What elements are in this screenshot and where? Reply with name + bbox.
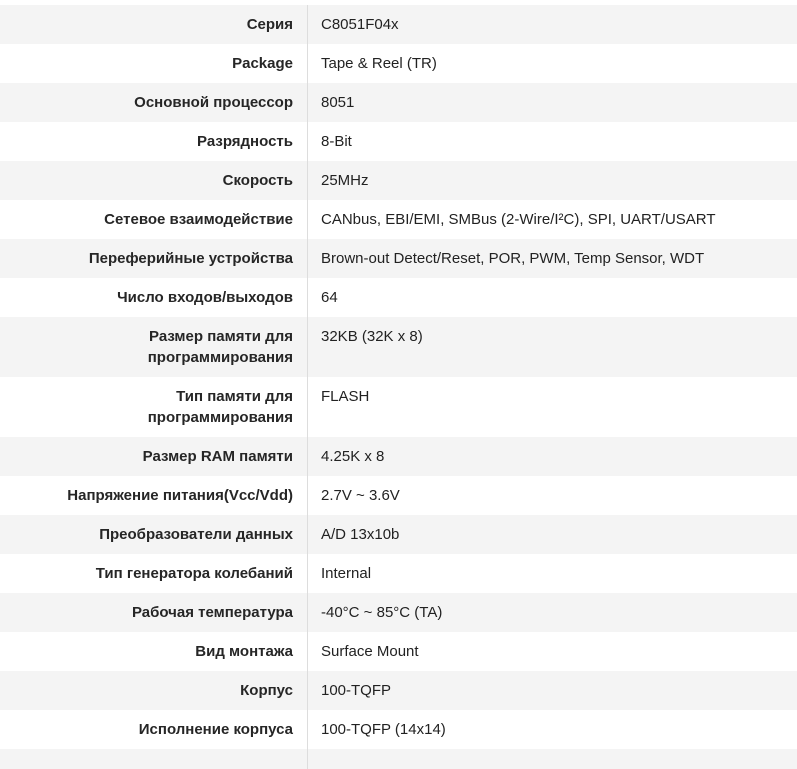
spec-value bbox=[308, 161, 797, 200]
spec-value-text: 8-Bit bbox=[321, 133, 352, 150]
spec-value bbox=[308, 44, 797, 83]
spec-label-text: Разрядность bbox=[197, 133, 293, 150]
table-row bbox=[0, 161, 797, 200]
spec-value bbox=[308, 515, 797, 554]
spec-label-text: Число входов/выходов bbox=[117, 289, 293, 306]
spec-value bbox=[308, 632, 797, 671]
table-row bbox=[0, 554, 797, 593]
spec-value-text: 8051 bbox=[321, 94, 355, 111]
table-row bbox=[0, 515, 797, 554]
spec-label bbox=[0, 554, 308, 593]
spec-value-text: FLASH bbox=[321, 388, 370, 405]
spec-value-text: Internal bbox=[321, 565, 372, 582]
spec-label bbox=[0, 437, 308, 476]
spec-value bbox=[308, 83, 797, 122]
spec-label-text: Тип генератора колебаний bbox=[95, 565, 293, 582]
spec-value bbox=[308, 593, 797, 632]
spec-value bbox=[308, 671, 797, 710]
spec-label bbox=[0, 476, 308, 515]
spec-value bbox=[308, 437, 797, 476]
spec-value bbox=[308, 278, 797, 317]
spec-label bbox=[0, 83, 308, 122]
spec-label-text: Вид монтажа bbox=[195, 643, 293, 660]
table-row bbox=[0, 317, 797, 377]
spec-value-text: 64 bbox=[321, 289, 338, 306]
spec-label-text: Размер памяти для программирования bbox=[147, 328, 293, 366]
spec-value bbox=[308, 317, 797, 377]
table-row bbox=[0, 278, 797, 317]
spec-value bbox=[308, 5, 797, 44]
spec-label bbox=[0, 710, 308, 749]
spec-value-text: 32KB (32K x 8) bbox=[321, 328, 423, 345]
table-row bbox=[0, 710, 797, 749]
spec-value-text: Tape & Reel (TR) bbox=[321, 55, 437, 72]
spec-label bbox=[0, 278, 308, 317]
spec-label bbox=[0, 377, 308, 437]
spec-value-text: A/D 13x10b bbox=[321, 526, 400, 543]
spec-value-text: 100-TQFP (14x14) bbox=[321, 721, 446, 738]
spec-value-text: C8051F04x bbox=[321, 16, 399, 33]
spec-label-text: Серия bbox=[246, 16, 293, 33]
table-row bbox=[0, 437, 797, 476]
table-row-partial bbox=[0, 749, 797, 769]
spec-label-text: Исполнение корпуса bbox=[138, 721, 293, 738]
table-row bbox=[0, 593, 797, 632]
table-row bbox=[0, 5, 797, 44]
table-row bbox=[0, 83, 797, 122]
spec-label-text: Основной процессор bbox=[134, 94, 293, 111]
spec-label bbox=[0, 200, 308, 239]
spec-label-text: Сетевое взаимодействие bbox=[104, 211, 293, 228]
spec-label-text: Корпус bbox=[240, 682, 293, 699]
spec-value-text: Brown-out Detect/Reset, POR, PWM, Temp Sensor, WDT bbox=[321, 250, 705, 267]
spec-value-text: 2.7V ~ 3.6V bbox=[321, 487, 400, 504]
product-spec-table bbox=[0, 5, 797, 769]
spec-label bbox=[0, 239, 308, 278]
spec-label-text: Преобразователи данных bbox=[99, 526, 293, 543]
spec-label bbox=[0, 632, 308, 671]
table-row bbox=[0, 476, 797, 515]
spec-label bbox=[0, 122, 308, 161]
spec-value bbox=[308, 200, 797, 239]
spec-value-text: 25MHz bbox=[321, 172, 369, 189]
spec-label bbox=[0, 161, 308, 200]
spec-label bbox=[0, 671, 308, 710]
spec-label bbox=[0, 44, 308, 83]
table-row bbox=[0, 122, 797, 161]
spec-label-text: Напряжение питания(Vcc/Vdd) bbox=[67, 487, 293, 504]
spec-value bbox=[308, 749, 797, 769]
spec-value-text: 4.25K x 8 bbox=[321, 448, 385, 465]
spec-label bbox=[0, 317, 308, 377]
table-row bbox=[0, 44, 797, 83]
spec-value bbox=[308, 377, 797, 437]
spec-label-text: Скорость bbox=[222, 172, 293, 189]
spec-label-text: Размер RAM памяти bbox=[142, 448, 293, 465]
table-row bbox=[0, 200, 797, 239]
spec-value bbox=[308, 554, 797, 593]
table-row bbox=[0, 632, 797, 671]
spec-label-text: Package bbox=[232, 55, 293, 72]
spec-label bbox=[0, 593, 308, 632]
spec-value-text: Surface Mount bbox=[321, 643, 419, 660]
table-row bbox=[0, 239, 797, 278]
spec-label bbox=[0, 515, 308, 554]
spec-label-text: Переферийные устройства bbox=[88, 250, 293, 267]
spec-value-text: CANbus, EBI/EMI, SMBus (2-Wire/I²C), SPI, UART/USART bbox=[321, 211, 716, 228]
spec-value-text: 100-TQFP bbox=[321, 682, 392, 699]
spec-value bbox=[308, 476, 797, 515]
spec-label bbox=[0, 5, 308, 44]
spec-value-text: -40°C ~ 85°C (TA) bbox=[321, 604, 443, 621]
spec-label-text: Тип памяти для программирования bbox=[147, 388, 293, 426]
spec-value bbox=[308, 239, 797, 278]
spec-label-text: Рабочая температура bbox=[131, 604, 293, 621]
spec-label bbox=[0, 749, 308, 769]
spec-value bbox=[308, 122, 797, 161]
table-row bbox=[0, 377, 797, 437]
spec-value bbox=[308, 710, 797, 749]
table-row bbox=[0, 671, 797, 710]
